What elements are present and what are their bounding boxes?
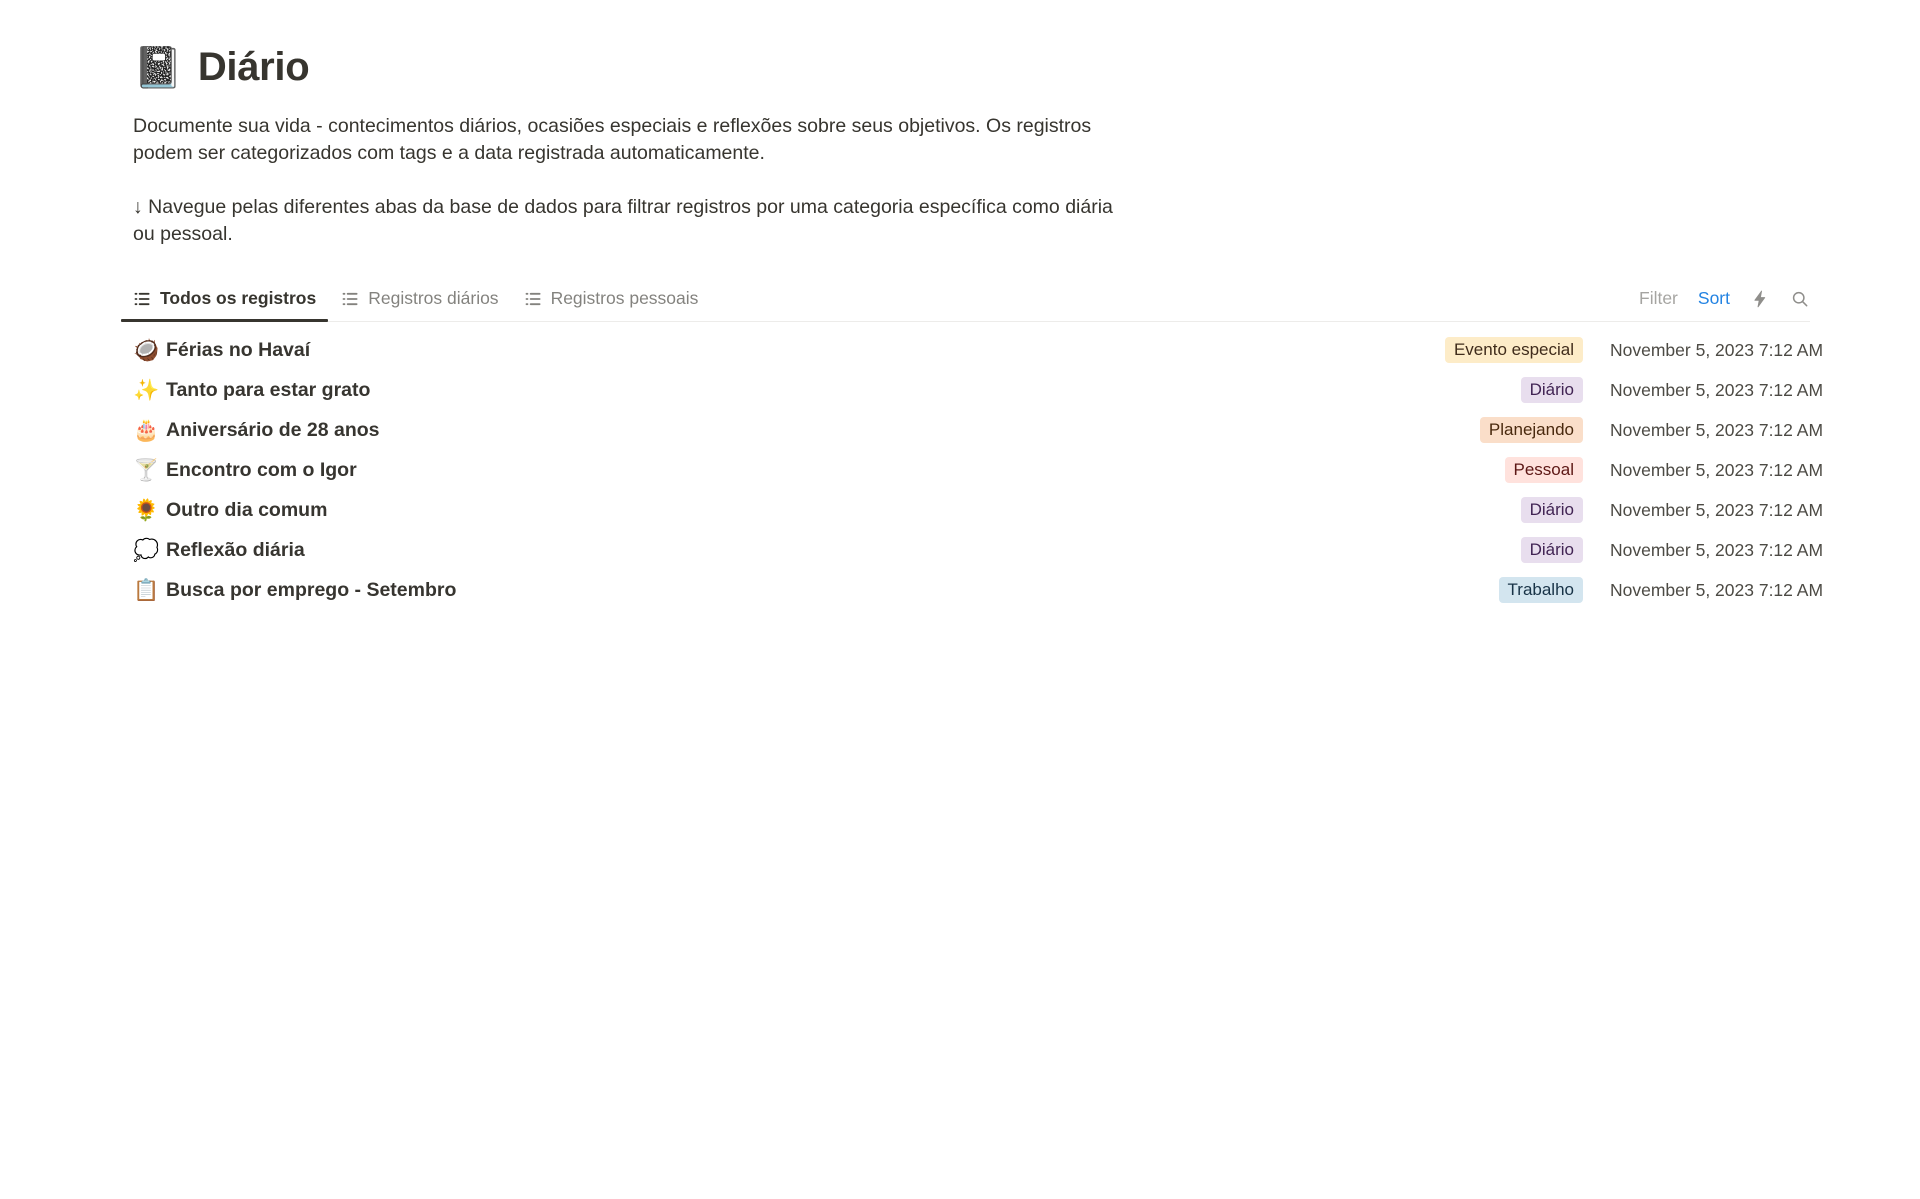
record-title[interactable]: Encontro com o Igor bbox=[166, 458, 357, 481]
created-time: November 5, 2023 7:12 AM bbox=[1610, 539, 1824, 560]
list-item[interactable] bbox=[133, 530, 1824, 570]
automations-bolt-icon[interactable] bbox=[1750, 289, 1770, 309]
category-tag[interactable]: Pessoal bbox=[1505, 457, 1583, 483]
created-time: November 5, 2023 7:12 AM bbox=[1610, 579, 1824, 600]
tab-label: Registros pessoais bbox=[550, 288, 699, 308]
cocktail-glass-icon: 🍸 bbox=[133, 458, 160, 482]
category-tag[interactable]: Diário bbox=[1521, 377, 1583, 403]
record-title[interactable]: Outro dia comum bbox=[166, 498, 328, 521]
tab-registros-diarios[interactable] bbox=[329, 276, 510, 321]
created-time: November 5, 2023 7:12 AM bbox=[1610, 339, 1824, 360]
list-item[interactable] bbox=[133, 330, 1824, 370]
tab-registros-pessoais[interactable] bbox=[512, 276, 711, 321]
list-item[interactable] bbox=[133, 410, 1824, 450]
list-view-icon bbox=[524, 290, 542, 308]
list-item[interactable] bbox=[133, 370, 1824, 410]
tab-label: Todos os registros bbox=[160, 288, 317, 308]
record-list bbox=[133, 322, 1824, 610]
record-title[interactable]: Busca por emprego - Setembro bbox=[166, 578, 457, 601]
filter-button[interactable]: Filter bbox=[1639, 288, 1678, 308]
list-item[interactable] bbox=[133, 490, 1824, 530]
page-description-paragraph-1: Documente sua vida - contecimentos diários, ocasiões especiais e reflexões sobre seus objetivos. Os registros podem ser categorizados com tags e a data registrada automaticamente. bbox=[133, 115, 1092, 164]
category-tag[interactable]: Diário bbox=[1521, 537, 1583, 563]
record-title[interactable]: Aniversário de 28 anos bbox=[166, 418, 380, 441]
title-row bbox=[133, 45, 1810, 90]
list-item[interactable] bbox=[133, 450, 1824, 490]
record-title[interactable]: Férias no Havaí bbox=[166, 338, 311, 361]
category-tag[interactable]: Diário bbox=[1521, 497, 1583, 523]
sparkles-icon: ✨ bbox=[133, 378, 160, 402]
sort-button[interactable]: Sort bbox=[1697, 288, 1730, 308]
created-time: November 5, 2023 7:12 AM bbox=[1610, 419, 1824, 440]
clipboard-icon: 📋 bbox=[133, 578, 160, 602]
thought-balloon-icon: 💭 bbox=[133, 538, 160, 562]
tab-todos-os-registros[interactable] bbox=[121, 276, 328, 321]
category-tag[interactable]: Trabalho bbox=[1499, 577, 1583, 603]
list-item[interactable] bbox=[133, 570, 1824, 610]
list-view-icon bbox=[341, 290, 359, 308]
created-time: November 5, 2023 7:12 AM bbox=[1610, 379, 1824, 400]
page-description-paragraph-2: ↓ Navegue pelas diferentes abas da base de dados para filtrar registros por uma categoria específica como diária ou pessoal. bbox=[133, 196, 1113, 245]
created-time: November 5, 2023 7:12 AM bbox=[1610, 459, 1824, 480]
toolbar-controls bbox=[1639, 276, 1810, 321]
birthday-cake-icon: 🎂 bbox=[133, 418, 160, 442]
tab-label: Registros diários bbox=[368, 288, 499, 308]
view-tabs bbox=[121, 276, 711, 321]
search-icon[interactable] bbox=[1790, 289, 1810, 309]
sunflower-icon: 🌻 bbox=[133, 498, 160, 522]
list-view-icon bbox=[133, 290, 151, 308]
page-header bbox=[133, 45, 1810, 248]
coconut-icon: 🥥 bbox=[133, 338, 160, 362]
notebook-icon[interactable]: 📓 bbox=[133, 45, 183, 90]
record-title[interactable]: Reflexão diária bbox=[166, 538, 305, 561]
record-title[interactable]: Tanto para estar grato bbox=[166, 378, 371, 401]
page-title[interactable]: Diário bbox=[197, 45, 310, 89]
database-toolbar bbox=[121, 276, 1810, 322]
category-tag[interactable]: Planejando bbox=[1480, 417, 1583, 443]
created-time: November 5, 2023 7:12 AM bbox=[1610, 499, 1824, 520]
category-tag[interactable]: Evento especial bbox=[1445, 337, 1583, 363]
